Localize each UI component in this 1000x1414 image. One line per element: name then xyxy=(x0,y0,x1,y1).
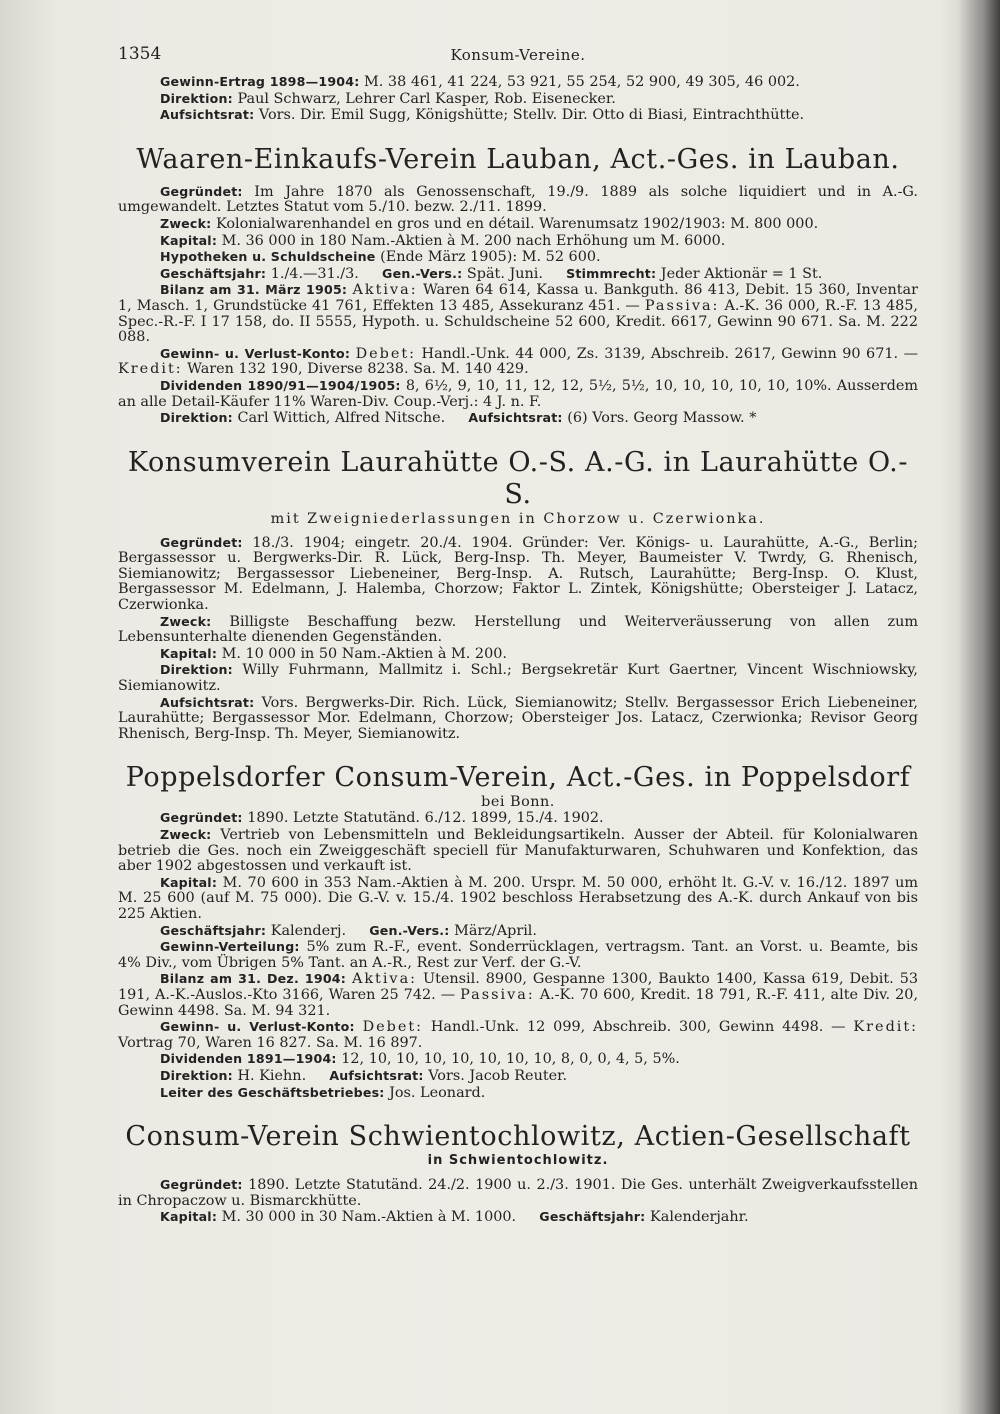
geschaeftsjahr-line xyxy=(118,923,918,940)
field-key: Gegründet: xyxy=(160,183,243,199)
entry-continuation xyxy=(118,74,918,124)
field-key: Dividenden 1890/91—1904/1905: xyxy=(160,377,401,393)
field-value: Vertrieb von Lebensmitteln und Bekleidungsartikeln. Ausser der Abteil. für Kolonialwaren betrieb die Ges. noch ein Zweiggeschäft speciell für Manufakturwaren, Schuhwaren und Konfektion, das aber 1902 abgestossen und verkauft ist. xyxy=(118,827,919,875)
field-value: Jos. Leonard. xyxy=(389,1084,486,1101)
company-title: Waaren-Einkaufs-Verein Lauban, Act.-Ges. in Lauban. xyxy=(136,143,900,175)
dividenden-line xyxy=(118,378,918,410)
field-key: Geschäftsjahr: xyxy=(160,922,267,938)
field-value: Kalenderj. xyxy=(270,922,347,939)
aktiva-label: Aktiva: xyxy=(351,971,417,988)
dividenden-line xyxy=(118,1051,918,1068)
gewinn-verlust-line xyxy=(118,346,918,378)
field-value: Waren 132 190, Diverse 8238. Sa. M. 140 429. xyxy=(187,361,529,378)
field-key: Kapital: xyxy=(160,232,218,248)
aktiva-label: Aktiva: xyxy=(352,282,418,299)
field-value: Kolonialwarenhandel en gros und en détail. Warenumsatz 1902/1903: M. 800 000. xyxy=(215,215,819,232)
field-key: Gen.-Vers.: xyxy=(382,265,463,281)
field-value: Handl.-Unk. 44 000, Zs. 3139, Abschreib. 2617, Gewinn 90 671. — xyxy=(421,345,918,362)
leiter-line xyxy=(118,1085,918,1102)
entry-lauban xyxy=(118,144,918,427)
company-subtitle: in Schwientochlowitz. xyxy=(427,1153,609,1169)
passiva-label: Passiva: xyxy=(644,297,720,314)
field-key: Zweck: xyxy=(160,613,212,629)
gewinn-ertrag-line xyxy=(118,74,918,91)
aufsichtsrat-line xyxy=(118,107,918,124)
bilanz-line xyxy=(118,971,918,1019)
kapital-line xyxy=(118,1209,918,1226)
field-value: 5% zum R.-F., event. Sonderrücklagen, vertragsm. Tant. an Vorst. u. Beamte, bis 4% Div., vom Übrigen 5% Tant. an A.-R., Rest zur Verf. der G.-V. xyxy=(118,939,918,971)
passiva-label: Passiva: xyxy=(460,986,535,1003)
field-value: Paul Schwarz, Lehrer Carl Kasper, Rob. Eisenecker. xyxy=(237,90,616,107)
field-key: Direktion: xyxy=(160,90,233,106)
field-value: Waren 64 614, Kassa u. Bankguth. 86 413, Debit. 15 360, Inventar 1, Masch. 1, Grundstücke 41 761, Effekten 13 485, Assekuranz 451. — xyxy=(118,282,918,314)
field-value: 12, 10, 10, 10, 10, 10, 10, 10, 8, 0, 0, 4, 5, 5%. xyxy=(341,1051,680,1068)
field-value: M. 30 000 in 30 Nam.-Aktien à M. 1000. xyxy=(221,1209,517,1226)
gewinn-verteilung-line xyxy=(118,939,918,971)
company-subtitle: bei Bonn. xyxy=(481,794,555,811)
field-value: Carl Wittich, Alfred Nitsche. xyxy=(237,410,446,427)
field-value: 8, 6½, 9, 10, 11, 12, 12, 5½, 5½, 10, 10, 10, 10, 10, 10%. Ausserdem an alle Detail-Käufer 11% Waren-Div. Coup.-Verj.: 4 J. n. F. xyxy=(118,377,918,410)
kapital-line xyxy=(118,233,918,250)
geschaeftsjahr-line xyxy=(118,266,918,283)
field-value: (Ende März 1905): M. 52 600. xyxy=(380,249,601,266)
page-number: 1354 xyxy=(118,44,162,64)
field-key: Gegründet: xyxy=(160,534,243,550)
field-value: Im Jahre 1870 als Genossenschaft, 19./9. 1889 als solche liquidiert und in A.-G. umgewandelt. Letztes Statut vom 5./10. bezw. 2./11. 1899. xyxy=(118,183,918,216)
entry-schwientochlowitz xyxy=(118,1121,918,1226)
field-key: Bilanz am 31. Dez. 1904: xyxy=(160,971,346,987)
field-value: Vors. Dir. Emil Sugg, Königshütte; Stellv. Dir. Otto di Biasi, Eintrachthütte. xyxy=(258,107,805,124)
entry-poppelsdorf xyxy=(118,762,918,1101)
field-value: M. 10 000 in 50 Nam.-Aktien à M. 200. xyxy=(221,645,507,662)
running-title: Konsum-Vereine. xyxy=(450,46,586,64)
field-key: Gen.-Vers.: xyxy=(369,922,450,938)
field-key: Aufsichtsrat: xyxy=(468,410,563,426)
field-key: Geschäftsjahr: xyxy=(160,265,267,281)
field-value: 1890. Letzte Statutänd. 24./2. 1900 u. 2./3. 1901. Die Ges. unterhält Zweigverkaufsstellen in Chropaczow u. Bismarckhütte. xyxy=(118,1177,918,1209)
direktion-line xyxy=(118,410,918,427)
text-column xyxy=(118,40,918,1226)
field-value: Billigste Beschaffung bezw. Herstellung und Weiterveräusserung von allen zum Lebensunterhalte dienenden Gegenständen. xyxy=(118,613,918,646)
kredit-label: Kredit: xyxy=(118,361,183,378)
kapital-line xyxy=(118,646,918,663)
field-key: Gegründet: xyxy=(160,1177,243,1193)
zweck-line xyxy=(118,216,918,233)
company-title: Poppelsdorfer Consum-Verein, Act.-Ges. in Poppelsdorf xyxy=(125,762,911,794)
field-value: M. 70 600 in 353 Nam.-Aktien à M. 200. Urspr. M. 50 000, erhöht lt. G.-V. v. 16./12. 1897 um M. 25 600 (auf M. 75 000). Die G.-V. v. 15./4. 1902 beschloss Herabsetzung des A.-K. durch Ankauf von bis 225 Aktien. xyxy=(118,874,919,922)
field-value: Jeder Aktionär = 1 St. xyxy=(660,265,823,282)
bilanz-line xyxy=(118,282,918,345)
field-key: Geschäftsjahr: xyxy=(539,1209,646,1225)
gegruendet-line xyxy=(118,1177,918,1209)
field-value: 18./3. 1904; eingetr. 20./4. 1904. Gründer: Ver. Königs- u. Laurahütte, A.-G., Berlin; Bergassessor u. Bergwerks-Dir. R. Lück, Berg-Insp. Th. Meyer, Baumeister V. Twrdy, G. Rhenisch, Siemianowitz; Bergassessor Liebeneiner, Berg-Insp. A. Rutsch, Laurahütte; Berg-Insp. O. Klust, Bergassessor M. Edelmann, J. Halemba, Chorzow; Faktor L. Zintek, Königshütte; Obersteiger J. Latacz, Czerwionka. xyxy=(118,534,919,614)
field-key: Direktion: xyxy=(160,410,233,426)
direktion-line xyxy=(118,662,918,694)
field-key: Gewinn- u. Verlust-Konto: xyxy=(160,1019,355,1035)
field-value: Utensil. 8900, Gespanne 1300, Baukto 1400, Kassa 619, Debit. 53 191, A.-K.-Auslos.-Kto 3166, Waren 25 742. — xyxy=(118,971,919,1003)
field-value: M. 38 461, 41 224, 53 921, 55 254, 52 900, 49 305, 46 002. xyxy=(364,74,800,90)
field-value: A.-K. 36 000, R.-F. 13 485, Spec.-R.-F. I 17 158, do. II 5555, Hypoth. u. Schuldscheine 52 600, Kredit. 6617, Gewinn 90 671. Sa. M. 222 088. xyxy=(118,297,919,346)
field-key: Dividenden 1891—1904: xyxy=(160,1051,337,1067)
field-value: 1./4.—31./3. xyxy=(270,265,359,282)
company-title: Konsumverein Laurahütte O.-S. A.-G. in Laurahütte O.-S. xyxy=(127,446,909,510)
gegruendet-line xyxy=(118,535,918,614)
aufsichtsrat-line xyxy=(118,695,918,743)
field-value: 1890. Letzte Statutänd. 6./12. 1899, 15./4. 1902. xyxy=(247,810,604,827)
direktion-line xyxy=(118,1068,918,1085)
field-key: Zweck: xyxy=(160,827,212,842)
kredit-label: Kredit: xyxy=(853,1019,919,1036)
field-value: M. 36 000 in 180 Nam.-Aktien à M. 200 nach Erhöhung um M. 6000. xyxy=(221,232,726,249)
field-value: Vors. Bergwerks-Dir. Rich. Lück, Siemianowitz; Stellv. Bergassessor Erich Liebeneiner, Laurahütte; Bergassessor Mor. Edelmann, Chorzow; Obersteiger Jos. Latacz, Czerwionka; Revisor Georg Rhenisch, Berg-Insp. Th. Meyer, Siemianowitz. xyxy=(118,694,918,742)
gegruendet-line xyxy=(118,810,918,827)
zweck-line xyxy=(118,827,918,875)
zweck-line xyxy=(118,614,918,646)
field-key: Kapital: xyxy=(160,874,218,890)
field-key: Gewinn-Ertrag 1898—1904: xyxy=(160,74,360,89)
debet-label: Debet: xyxy=(355,345,417,362)
gegruendet-line xyxy=(118,184,918,216)
direktion-line xyxy=(118,91,918,108)
binding-edge-shadow xyxy=(958,0,1000,1414)
field-key: Leiter des Geschäftsbetriebes: xyxy=(160,1084,385,1100)
field-value: März/April. xyxy=(454,922,537,939)
field-value: Vortrag 70, Waren 16 827. Sa. M. 16 897. xyxy=(118,1034,423,1051)
field-value: A.-K. 70 600, Kredit. 18 791, R.-F. 411, alte Div. 20, Gewinn 4498. Sa. M. 94 321. xyxy=(118,986,919,1019)
kapital-line xyxy=(118,875,918,923)
field-key: Gewinn- u. Verlust-Konto: xyxy=(160,345,351,361)
debet-label: Debet: xyxy=(362,1019,423,1036)
field-value: Handl.-Unk. 12 099, Abschreib. 300, Gewinn 4498. — xyxy=(430,1019,846,1036)
field-value: Kalenderjahr. xyxy=(650,1209,749,1226)
field-key: Gewinn-Verteilung: xyxy=(160,939,300,955)
hypotheken-line xyxy=(118,249,918,266)
field-key: Zweck: xyxy=(160,215,212,231)
field-key: Aufsichtsrat: xyxy=(160,694,255,710)
field-key: Kapital: xyxy=(160,1209,218,1225)
field-key: Direktion: xyxy=(160,662,233,678)
field-key: Hypotheken u. Schuldscheine xyxy=(160,249,376,265)
gewinn-verlust-line xyxy=(118,1019,918,1051)
field-key: Gegründet: xyxy=(160,810,243,826)
field-value: Vors. Jacob Reuter. xyxy=(428,1067,568,1084)
field-value: H. Kiehn. xyxy=(237,1067,307,1084)
field-key: Aufsichtsrat: xyxy=(160,107,255,123)
company-subtitle: mit Zweigniederlassungen in Chorzow u. Czerwionka. xyxy=(270,510,766,527)
field-key: Aufsichtsrat: xyxy=(329,1067,424,1083)
field-key: Bilanz am 31. März 1905: xyxy=(160,282,348,298)
field-value: Willy Fuhrmann, Mallmitz i. Schl.; Bergsekretär Kurt Gaertner, Vincent Wischniowsky, Siemianowitz. xyxy=(118,662,919,695)
entry-laurahuette xyxy=(118,447,918,743)
field-key: Kapital: xyxy=(160,645,218,661)
field-value: Spät. Juni. xyxy=(466,265,543,282)
field-key: Stimmrecht: xyxy=(566,265,657,281)
field-value: (6) Vors. Georg Massow. * xyxy=(567,410,757,427)
company-title: Consum-Verein Schwientochlowitz, Actien-Gesellschaft xyxy=(125,1121,911,1153)
running-head xyxy=(118,40,918,74)
field-key: Direktion: xyxy=(160,1067,233,1083)
